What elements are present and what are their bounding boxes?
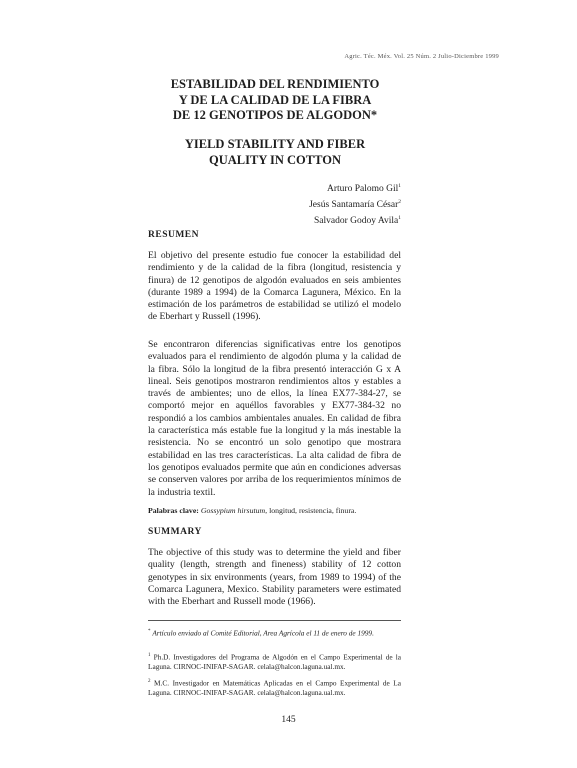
author bbox=[309, 196, 401, 212]
summary-paragraph: The objective of this study was to determine the yield and fiber quality (length, strength and fineness) stability of 12 cotton genotypes in six environments (years, from 1989 to 1994) of the Comarca Lagunera, Mexico. Stability parameters were estimated with the Eberhart and Russell mode (1966). bbox=[148, 547, 401, 608]
keywords-terms: , longitud, resistencia, finura. bbox=[265, 506, 357, 515]
footnote-mark: 1 bbox=[148, 653, 151, 658]
english-title bbox=[140, 137, 410, 168]
author bbox=[309, 212, 401, 228]
summary-heading: SUMMARY bbox=[148, 527, 202, 537]
keywords-species: Gossypium hirsutum bbox=[200, 506, 266, 515]
title-line: DE 12 GENOTIPOS DE ALGODON* bbox=[172, 108, 378, 122]
footnote-text: Ph.D. Investigadores del Programa de Algodón en el Campo Experimental de la Laguna. CIRNOC-INIFAP-SAGAR. celala@halcon.laguna.ual.mx. bbox=[148, 652, 401, 671]
footnote-text: M.C. Investigador en Matemáticas Aplicadas en el Campo Experimental de La Laguna. CIRNOC-INIFAP-SAGAR. celala@halcon.laguna.ual.mx. bbox=[148, 678, 402, 697]
english-title-line: YIELD STABILITY AND FIBER bbox=[184, 137, 366, 151]
keywords-label: Palabras clave: bbox=[148, 506, 199, 515]
keywords bbox=[148, 506, 401, 515]
journal-header: Agric. Téc. Méx. Vol. 25 Núm. 2 Julio-Diciembre 1999 bbox=[344, 53, 499, 60]
author-affiliation-mark: 1 bbox=[398, 183, 401, 189]
title-line: Y DE LA CALIDAD DE LA FIBRA bbox=[178, 92, 372, 107]
author-affiliation-mark: 1 bbox=[398, 215, 401, 222]
footnote bbox=[148, 651, 401, 671]
footnote-mark: * bbox=[148, 629, 151, 634]
page-number: 145 bbox=[281, 715, 296, 725]
author-affiliation-mark: 2 bbox=[398, 199, 401, 206]
resumen-paragraph-1: El objetivo del presente estudio fue conocer la estabilidad del rendimiento y de la calidad de la fibra (longitud, resistencia y finura) de 12 genotipos de algodón evaluados en seis ambientes (durante 1989 a 1994) de la Comarca Lagunera, México. En la estimación de los parámetros de estabilidad se utilizó el modelo de Eberhart y Russell (1996). bbox=[148, 250, 401, 323]
footnote-text: Artículo enviado al Comité Editorial, Area Agrícola el 11 de enero de 1999. bbox=[152, 628, 374, 638]
author-name: Jesús Santamaría César bbox=[309, 200, 399, 211]
resumen-paragraph-2: Se encontraron diferencias significativas entre los genotipos evaluados para el rendimiento de algodón pluma y la calidad de la fibra. Sólo la longitud de la fibra presentó interacción G x A lineal. Seis genotipos mostraron rendimientos altos y estables a través de ambientes; uno de ellos, la línea EX77-384-27, se comportó mejor en aquéllos favorables y EX77-384-32 no respondió a los cambios ambientales anuales. En calidad de fibra la característica más estable fue la longitud y la más inestable la resistencia. No se encontró un solo genotipo que mostrara estabilidad en las tres características. La alta calidad de fibra de los genotipos evaluados permite que aún en condiciones adversas se conserven valores por arriba de los requerimientos mínimos de la industria textil. bbox=[148, 339, 401, 498]
author bbox=[309, 180, 401, 196]
footnote-divider bbox=[148, 620, 401, 621]
title-line: ESTABILIDAD DEL RENDIMIENTO bbox=[170, 77, 380, 91]
author-name: Arturo Palomo Gil bbox=[327, 184, 399, 195]
english-title-line: QUALITY IN COTTON bbox=[209, 152, 341, 167]
author-list bbox=[309, 180, 401, 228]
footnote-mark: 2 bbox=[148, 679, 151, 684]
author-name: Salvador Godoy Avila bbox=[313, 216, 399, 227]
footnote bbox=[148, 627, 401, 638]
resumen-heading: RESUMEN bbox=[148, 230, 200, 240]
spanish-title bbox=[140, 77, 410, 124]
footnote bbox=[148, 677, 401, 697]
